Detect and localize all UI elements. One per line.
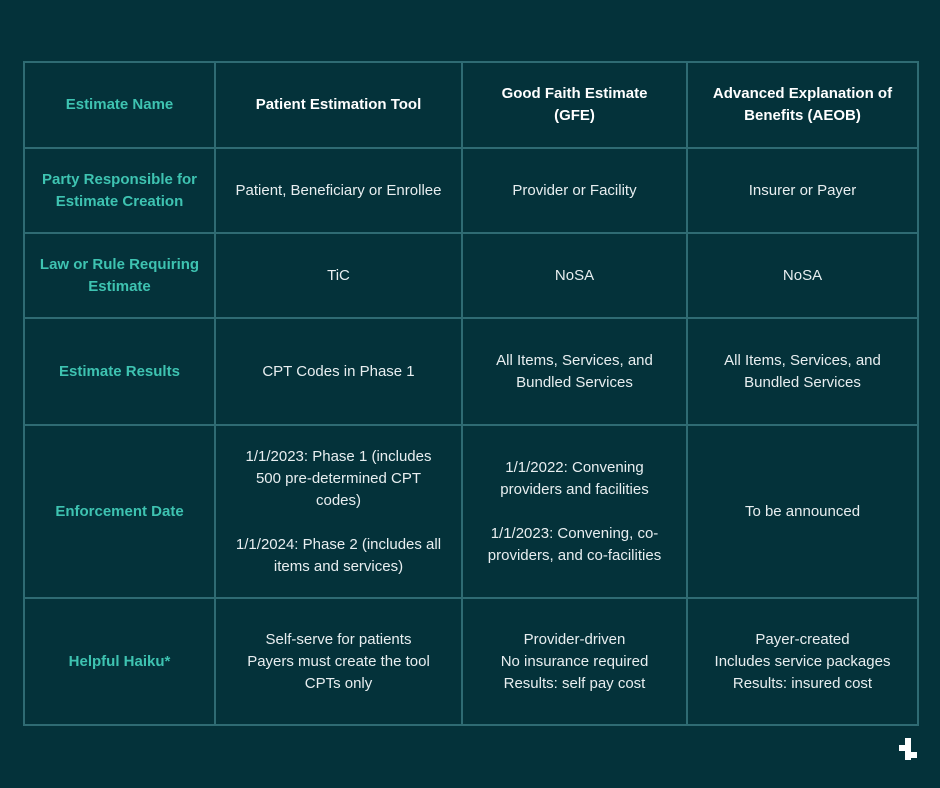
cell-party-responsible-good-faith-estimate — [462, 148, 687, 233]
cell-text: NoSA — [782, 266, 823, 284]
cell-text: 1/1/2022: Convening providers and facilities — [500, 458, 649, 498]
cell-text: All Items, Services, and Bundled Services — [724, 351, 881, 391]
haiku-line: Results: self pay cost — [503, 674, 646, 692]
cell-text: Patient, Beneficiary or Enrollee — [235, 181, 442, 199]
cell-text: TiC — [327, 266, 350, 284]
haiku-line: Self-serve for patients — [265, 630, 412, 648]
column-header-patient-estimation-tool: Patient Estimation Tool — [215, 62, 462, 148]
cell-law-or-rule-aeob — [687, 233, 918, 318]
cell-text: 1/1/2023: Convening, co-providers, and co-facilities — [487, 524, 662, 564]
row-law-or-rule — [24, 233, 918, 318]
haiku-line: Payers must create the tool — [247, 652, 430, 670]
row-label-helpful-haiku: Helpful Haiku* — [24, 598, 215, 725]
cell-text: Provider or Facility — [512, 181, 637, 199]
haiku-line: Payer-created — [755, 630, 850, 648]
cell-helpful-haiku-good-faith-estimate — [462, 598, 687, 725]
row-estimate-results — [24, 318, 918, 425]
haiku-line: No insurance required — [500, 652, 649, 670]
row-party-responsible — [24, 148, 918, 233]
cell-text: CPT Codes in Phase 1 — [262, 362, 415, 380]
cell-helpful-haiku-aeob — [687, 598, 918, 725]
row-label-party-responsible: Party Responsible for Estimate Creation — [24, 148, 215, 233]
cell-enforcement-date-patient-estimation-tool — [215, 425, 462, 598]
cell-text: 1/1/2023: Phase 1 (includes 500 pre-determined CPT codes) — [245, 447, 432, 509]
cell-text: Insurer or Payer — [748, 181, 857, 199]
row-enforcement-date — [24, 425, 918, 598]
cell-text: 1/1/2024: Phase 2 (includes all items and services) — [235, 535, 442, 575]
cell-estimate-results-patient-estimation-tool — [215, 318, 462, 425]
cell-law-or-rule-patient-estimation-tool — [215, 233, 462, 318]
haiku-line: CPTs only — [304, 674, 373, 692]
cell-estimate-results-aeob — [687, 318, 918, 425]
haiku-line: Provider-driven — [523, 630, 626, 648]
cell-text: All Items, Services, and Bundled Services — [496, 351, 653, 391]
row-label-estimate-name: Estimate Name — [24, 62, 215, 148]
cell-text: NoSA — [554, 266, 595, 284]
haiku-line: Results: insured cost — [732, 674, 873, 692]
comparison-table — [23, 61, 919, 726]
cell-enforcement-date-good-faith-estimate — [462, 425, 687, 598]
haiku-line: Includes service packages — [714, 652, 891, 670]
cell-helpful-haiku-patient-estimation-tool — [215, 598, 462, 725]
cell-estimate-results-good-faith-estimate — [462, 318, 687, 425]
row-label-estimate-results: Estimate Results — [24, 318, 215, 425]
column-header-good-faith-estimate: Good Faith Estimate (GFE) — [462, 62, 687, 148]
header-row — [24, 62, 918, 148]
column-header-aeob: Advanced Explanation of Benefits (AEOB) — [687, 62, 918, 148]
row-label-enforcement-date: Enforcement Date — [24, 425, 215, 598]
cell-party-responsible-aeob — [687, 148, 918, 233]
cell-text: To be announced — [744, 502, 861, 520]
plus-cross-logo-icon — [899, 738, 917, 760]
row-helpful-haiku — [24, 598, 918, 725]
cell-party-responsible-patient-estimation-tool — [215, 148, 462, 233]
row-label-law-or-rule: Law or Rule Requiring Estimate — [24, 233, 215, 318]
cell-enforcement-date-aeob — [687, 425, 918, 598]
cell-law-or-rule-good-faith-estimate — [462, 233, 687, 318]
